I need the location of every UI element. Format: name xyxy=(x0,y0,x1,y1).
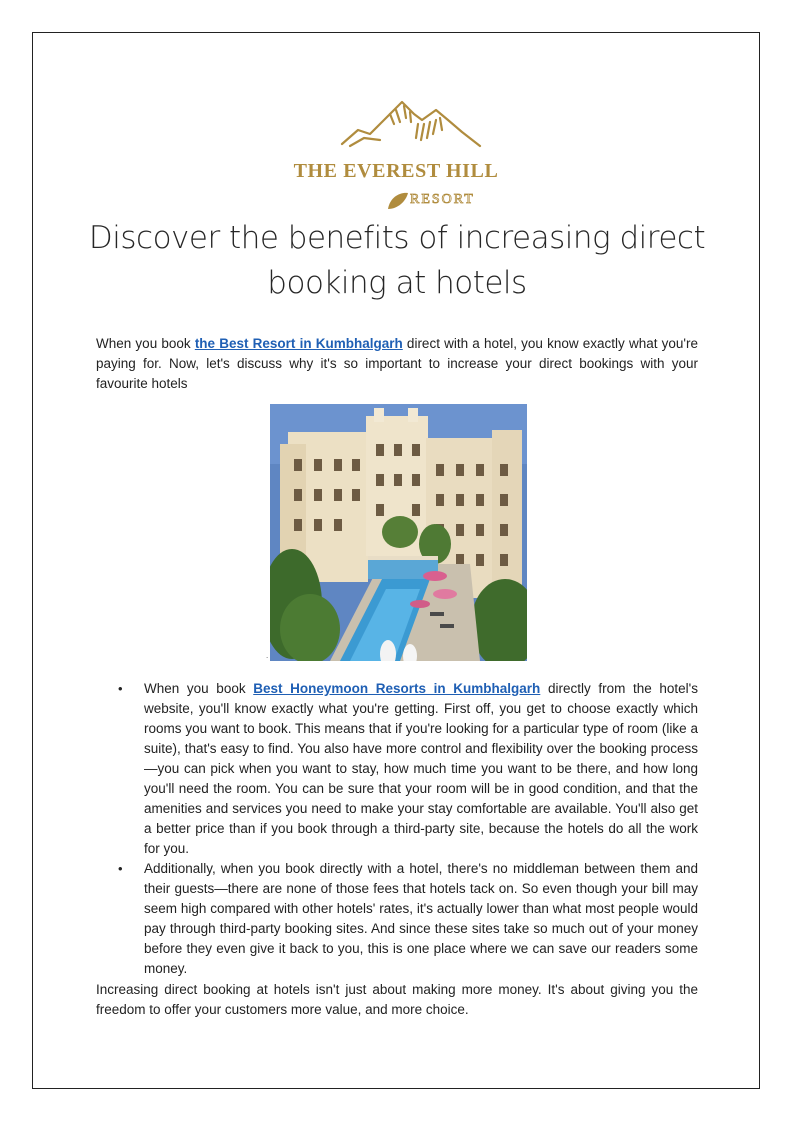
bullet-icon: • xyxy=(118,861,123,876)
page-title-line-1: Discover the benefits of increasing direct xyxy=(88,220,706,256)
list-item-text-end: directly from the hotel's website, you'll know exactly what you're getting. First off, you get to choose exactly which rooms you want to book. This means that if you're looking for a particular type of room (like a suite), that's easy to find. You also have more control and flexibility over the booking process—you can pick when you want to stay, how much time you want to be there, and how long you'll need the room. You can be sure that your room will be in good condition, and that the amenities and services you need to make your stay comfortable are available. You'll also get a better price than if you book through a third-party site, because the hotels do all the work for you. xyxy=(144,681,698,856)
closing-paragraph: Increasing direct booking at hotels isn't just about making more money. It's about giving you the freedom to offer your customers more value, and more choice. xyxy=(96,982,698,1017)
benefits-list xyxy=(96,679,698,979)
list-item xyxy=(96,859,698,979)
resort-photo xyxy=(270,404,527,661)
page-title xyxy=(60,216,734,306)
intro-text-start: When you book xyxy=(96,336,195,351)
intro-text-end: direct with a hotel, you know exactly what you're paying for. Now, let's discuss why it's so important to increase your direct bookings with your favourite hotels xyxy=(96,336,698,391)
honeymoon-resorts-link[interactable]: Best Honeymoon Resorts in Kumbhalgarh xyxy=(253,681,541,696)
logo-subtitle: RESORT xyxy=(410,192,475,207)
page-title-line-2: booking at hotels xyxy=(267,265,527,301)
bullet-icon: • xyxy=(118,681,123,696)
logo-title: THE EVEREST HILL xyxy=(293,160,499,182)
leaf-icon xyxy=(386,191,410,211)
best-resort-link[interactable]: the Best Resort in Kumbhalgarh xyxy=(194,336,403,351)
list-item-text-start: When you book xyxy=(144,681,254,696)
intro-paragraph xyxy=(96,334,698,394)
list-item xyxy=(96,679,698,859)
mountain-logo-icon xyxy=(290,94,502,164)
photo-caption-dot: . xyxy=(266,651,269,660)
list-item-text: Additionally, when you book directly with a hotel, there's no middleman between them and their guests—there are none of those fees that hotels tack on. So even though your bill may seem high compared with other hotels' rates, it's actually lower than what most people would pay through third-party booking sites. And since these sites take so much out of your money before they even give it back to you, this is one place where we can save our readers some money. xyxy=(144,861,698,976)
resort-logo xyxy=(290,94,502,214)
